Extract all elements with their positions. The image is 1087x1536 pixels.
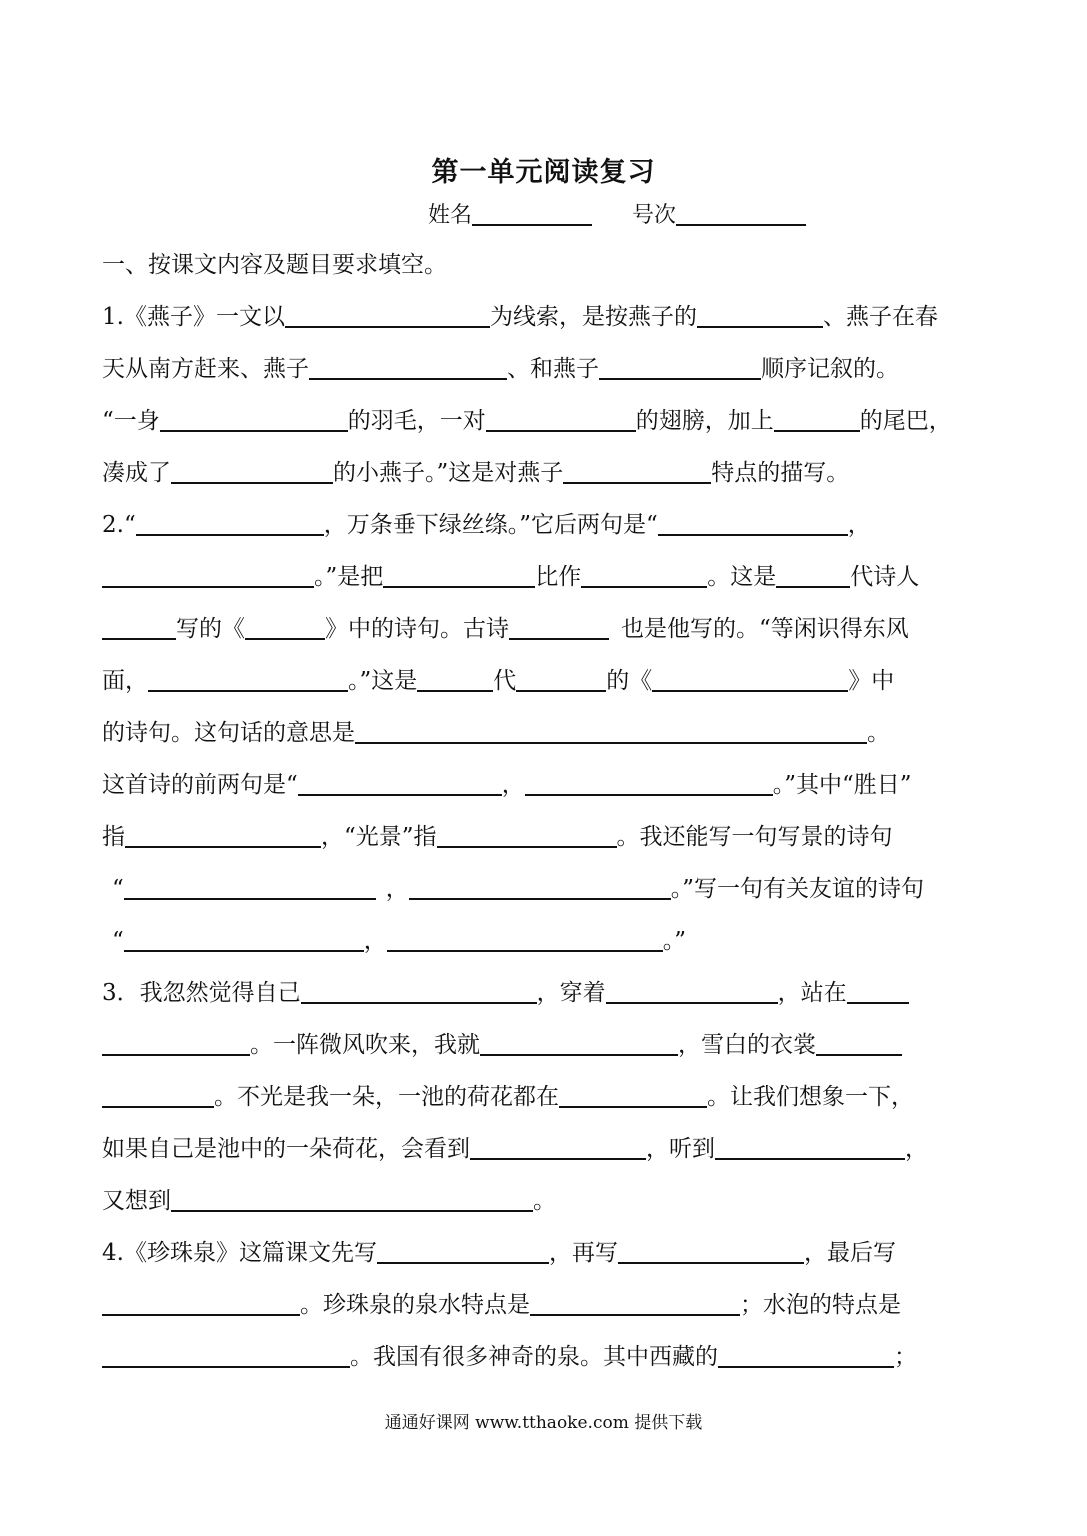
q1-line-4: 凑成了 的小燕子。”这是对燕子 特点的描写。: [102, 460, 850, 486]
blank[interactable]: [417, 666, 493, 692]
blank[interactable]: [377, 1238, 549, 1264]
q1-line-2: 天从南方赶来、燕子 、和燕子 顺序记叙的。: [102, 356, 899, 382]
q3-line-1: 3．我忽然觉得自己 ，穿着 ，站在: [102, 977, 909, 1009]
q2-line-6: 这首诗的前两句是“ ， 。”其中“胜日”: [102, 772, 912, 798]
blank[interactable]: [652, 666, 848, 692]
blank[interactable]: [171, 1186, 533, 1212]
blank[interactable]: [125, 822, 321, 848]
blank[interactable]: [776, 562, 850, 588]
blank[interactable]: [525, 770, 773, 796]
section-heading: 一、按课文内容及题目要求填空。: [102, 252, 447, 278]
blank[interactable]: [718, 1342, 894, 1368]
blank[interactable]: [285, 302, 490, 328]
blank[interactable]: [715, 1134, 905, 1160]
blank[interactable]: [171, 458, 333, 484]
blank[interactable]: [509, 614, 609, 640]
q3-line-2: 。一阵微风吹来，我就 ，雪白的衣裳: [102, 1029, 902, 1061]
blank[interactable]: [599, 354, 761, 380]
footer-credit: 通通好课网 www.tthaoke.com 提供下载: [384, 1413, 703, 1433]
q4-line-3: 。我国有很多神奇的泉。其中西藏的 ；: [102, 1341, 917, 1373]
blank[interactable]: [409, 874, 671, 900]
number-label: 号次: [632, 203, 677, 228]
blank[interactable]: [559, 1082, 707, 1108]
name-blank[interactable]: [472, 200, 592, 226]
q2-line-2: 。”是把 比作 。这是 代诗人: [102, 561, 919, 593]
blank[interactable]: [102, 1290, 300, 1316]
q3-line-3: 。不光是我一朵，一池的荷花都在 。让我们想象一下，: [102, 1081, 914, 1113]
q1-line-3: “一身 的羽毛，一对 的翅膀，加上 的尾巴，: [102, 408, 952, 434]
q2-line-7: 指 ，“光景”指 。我还能写一句写景的诗句: [102, 824, 893, 850]
q3-line-5: 又想到 。: [102, 1188, 556, 1214]
blank[interactable]: [160, 406, 348, 432]
q2-line-5: 的诗句。这句话的意思是 。: [102, 720, 890, 746]
blank[interactable]: [102, 562, 314, 588]
blank[interactable]: [355, 718, 867, 744]
q3-line-4: 如果自己是池中的一朵荷花，会看到 ，听到 ，: [102, 1136, 928, 1162]
blank[interactable]: [298, 770, 502, 796]
blank[interactable]: [563, 458, 711, 484]
q2-line-8: “ ， 。”写一句有关友谊的诗句: [112, 876, 925, 902]
blank[interactable]: [697, 302, 823, 328]
blank[interactable]: [148, 666, 348, 692]
blank[interactable]: [301, 978, 537, 1004]
name-label: 姓名: [428, 203, 473, 228]
q1-line-1: 1.《燕子》一文以 为线索，是按燕子的 、燕子在春: [102, 304, 938, 330]
blank[interactable]: [387, 926, 663, 952]
blank[interactable]: [774, 406, 860, 432]
page-title: 第一单元阅读复习: [431, 157, 656, 188]
q4-line-2: 。珍珠泉的泉水特点是 ；水泡的特点是: [102, 1289, 901, 1321]
blank[interactable]: [606, 978, 778, 1004]
blank[interactable]: [618, 1238, 804, 1264]
blank[interactable]: [658, 510, 848, 536]
blank[interactable]: [816, 1030, 902, 1056]
q2-line-3: 写的《 》中的诗句。古诗 也是他写的。“等闲识得东风: [102, 613, 909, 645]
blank[interactable]: [245, 614, 325, 640]
q2-line-9: “ ， 。”: [112, 928, 687, 954]
blank[interactable]: [383, 562, 535, 588]
blank[interactable]: [102, 1082, 214, 1108]
q2-line-1: 2.“ ，万条垂下绿丝绦。”它后两句是“ ，: [102, 512, 871, 538]
blank[interactable]: [309, 354, 507, 380]
blank[interactable]: [516, 666, 606, 692]
blank[interactable]: [480, 1030, 678, 1056]
blank[interactable]: [470, 1134, 646, 1160]
blank[interactable]: [102, 1342, 350, 1368]
blank[interactable]: [530, 1290, 740, 1316]
name-number-row: [428, 198, 806, 229]
blank[interactable]: [581, 562, 707, 588]
blank[interactable]: [102, 614, 176, 640]
blank[interactable]: [102, 1030, 250, 1056]
blank[interactable]: [124, 926, 364, 952]
q4-line-1: 4.《珍珠泉》这篇课文先写 ，再写 ，最后写: [102, 1240, 896, 1266]
q2-line-4: 面， 。”这是 代 的《 》中: [102, 668, 895, 694]
blank[interactable]: [847, 978, 909, 1004]
blank[interactable]: [124, 874, 376, 900]
blank[interactable]: [136, 510, 324, 536]
blank[interactable]: [486, 406, 636, 432]
number-blank[interactable]: [676, 200, 806, 226]
blank[interactable]: [437, 822, 617, 848]
